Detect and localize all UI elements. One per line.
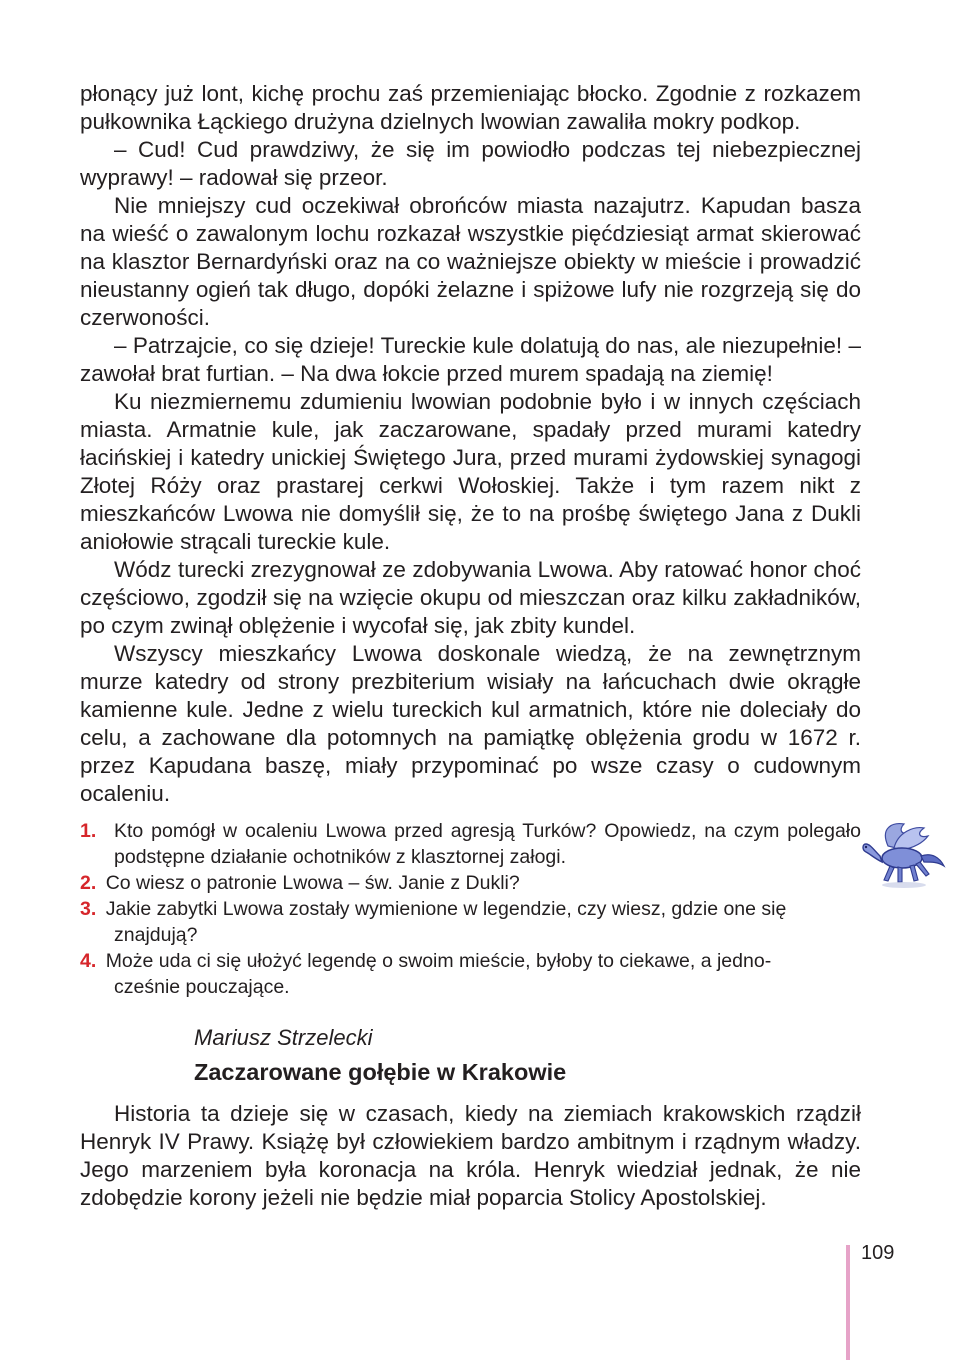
question-number: 1.: [80, 820, 97, 842]
paragraph: Ku niezmiernemu zdumieniu lwowian podobnie było i w innych częściach miasta. Armatnie kule, jak zaczarowane, spadały przed murami katedry łacińskiej i katedry unickiej Świętego Jura, przed murami żydowskiej synagogi Złotej Róży oraz prastarej cerkwi Wołoskiej. Także i tym razem nikt z mieszkańców Lwowa nie domyślił się, że to na prośbę świętego Jana z Dukli aniołowie strącali tureckie kule.: [80, 389, 861, 554]
question-item: [80, 948, 861, 1000]
question-number: 4.: [80, 950, 97, 972]
paragraph: Historia ta dzieje się w czasach, kiedy na ziemiach krakowskich rządził Henryk IV Prawy. Książę był człowiekiem bardzo ambitnym i rządnym władzy. Jego marzeniem była koronacja na króla. Henryk wiedział jednak, że nie zdobędzie korony jeżeli nie będzie miał poparcia Stolicy Apostolskiej.: [80, 1101, 861, 1210]
question-item: [80, 870, 861, 896]
paragraph: Wszyscy mieszkańcy Lwowa doskonale wiedzą, że na zewnętrznym murze katedry od strony prezbiterium wisiały na łańcuchach dwie okrągłe kamienne kule. Jedne z wielu tureckich kul armatnich, które nie doleciały do celu, a zachowane dla potomnych na pamiątkę oblężenia grodu w 1672 r. przez Kapudana baszę, miały przypominać po wsze czasy o cudownym ocaleniu.: [80, 641, 861, 806]
paragraph: – Cud! Cud prawdziwy, że się im powiodło podczas tej niebezpiecznej wyprawy! – radował się przeor.: [80, 137, 861, 190]
question-list: [80, 818, 861, 1000]
story-title: Zaczarowane gołębie w Krakowie: [194, 1059, 567, 1085]
page-edge-bar: [846, 1245, 850, 1360]
question-item: [80, 896, 861, 948]
question-item: [80, 818, 861, 870]
question-text: Kto pomógł w ocaleniu Lwowa przed agresją Turków? Opowiedz, na czym polegało podstępne działanie ochotników z klasztornej załogi.: [114, 820, 861, 868]
story-text: [80, 1100, 861, 1212]
paragraph: – Patrzajcie, co się dzieje! Tureckie kule dolatują do nas, ale niezupełnie! – zawołał brat furtian. – Na dwa łokcie przed murem spadają na ziemię!: [80, 333, 861, 386]
question-text-continued: cześnie pouczające.: [114, 976, 290, 998]
paragraph: płonący już lont, kichę prochu zaś przemieniając błocko. Zgodnie z rozkazem pułkownika Łąckiego drużyna dzielnych lwowian zawaliła mokry podkop.: [80, 81, 861, 134]
question-number: 2.: [80, 872, 97, 894]
main-text: [80, 80, 861, 808]
page-number: 109: [861, 1242, 895, 1264]
pegasus-icon: [858, 818, 948, 890]
question-text: Jakie zabytki Lwowa zostały wymienione w legendzie, czy wiesz, gdzie one się: [105, 898, 787, 920]
question-text: Może uda ci się ułożyć legendę o swoim mieście, byłoby to ciekawe, a jedno-: [105, 950, 772, 972]
question-number: 3.: [80, 898, 97, 920]
paragraph: Nie mniejszy cud oczekiwał obrońców miasta nazajutrz. Kapudan basza na wieść o zawalonym lochu rozkazał wszystkie pięćdziesiąt armat skierować na klasztor Bernardyński oraz na co ważniejsze obiekty w mieście i prowadzić nieustanny ogień tak długo, dopóki żelazne i spiżowe lufy nie rozgrzeją się do czerwoności.: [80, 193, 861, 330]
author-name: Mariusz Strzelecki: [194, 1025, 373, 1050]
question-text-continued: znajdują?: [114, 924, 198, 946]
paragraph: Wódz turecki zrezygnował ze zdobywania Lwowa. Aby ratować honor choć częściowo, zgodził się na wzięcie okupu od mieszczan oraz kilku zakładników, po czym zwinął oblężenie i wycofał się, jak zbity kundel.: [80, 557, 861, 638]
question-text: Co wiesz o patronie Lwowa – św. Janie z Dukli?: [105, 872, 520, 894]
